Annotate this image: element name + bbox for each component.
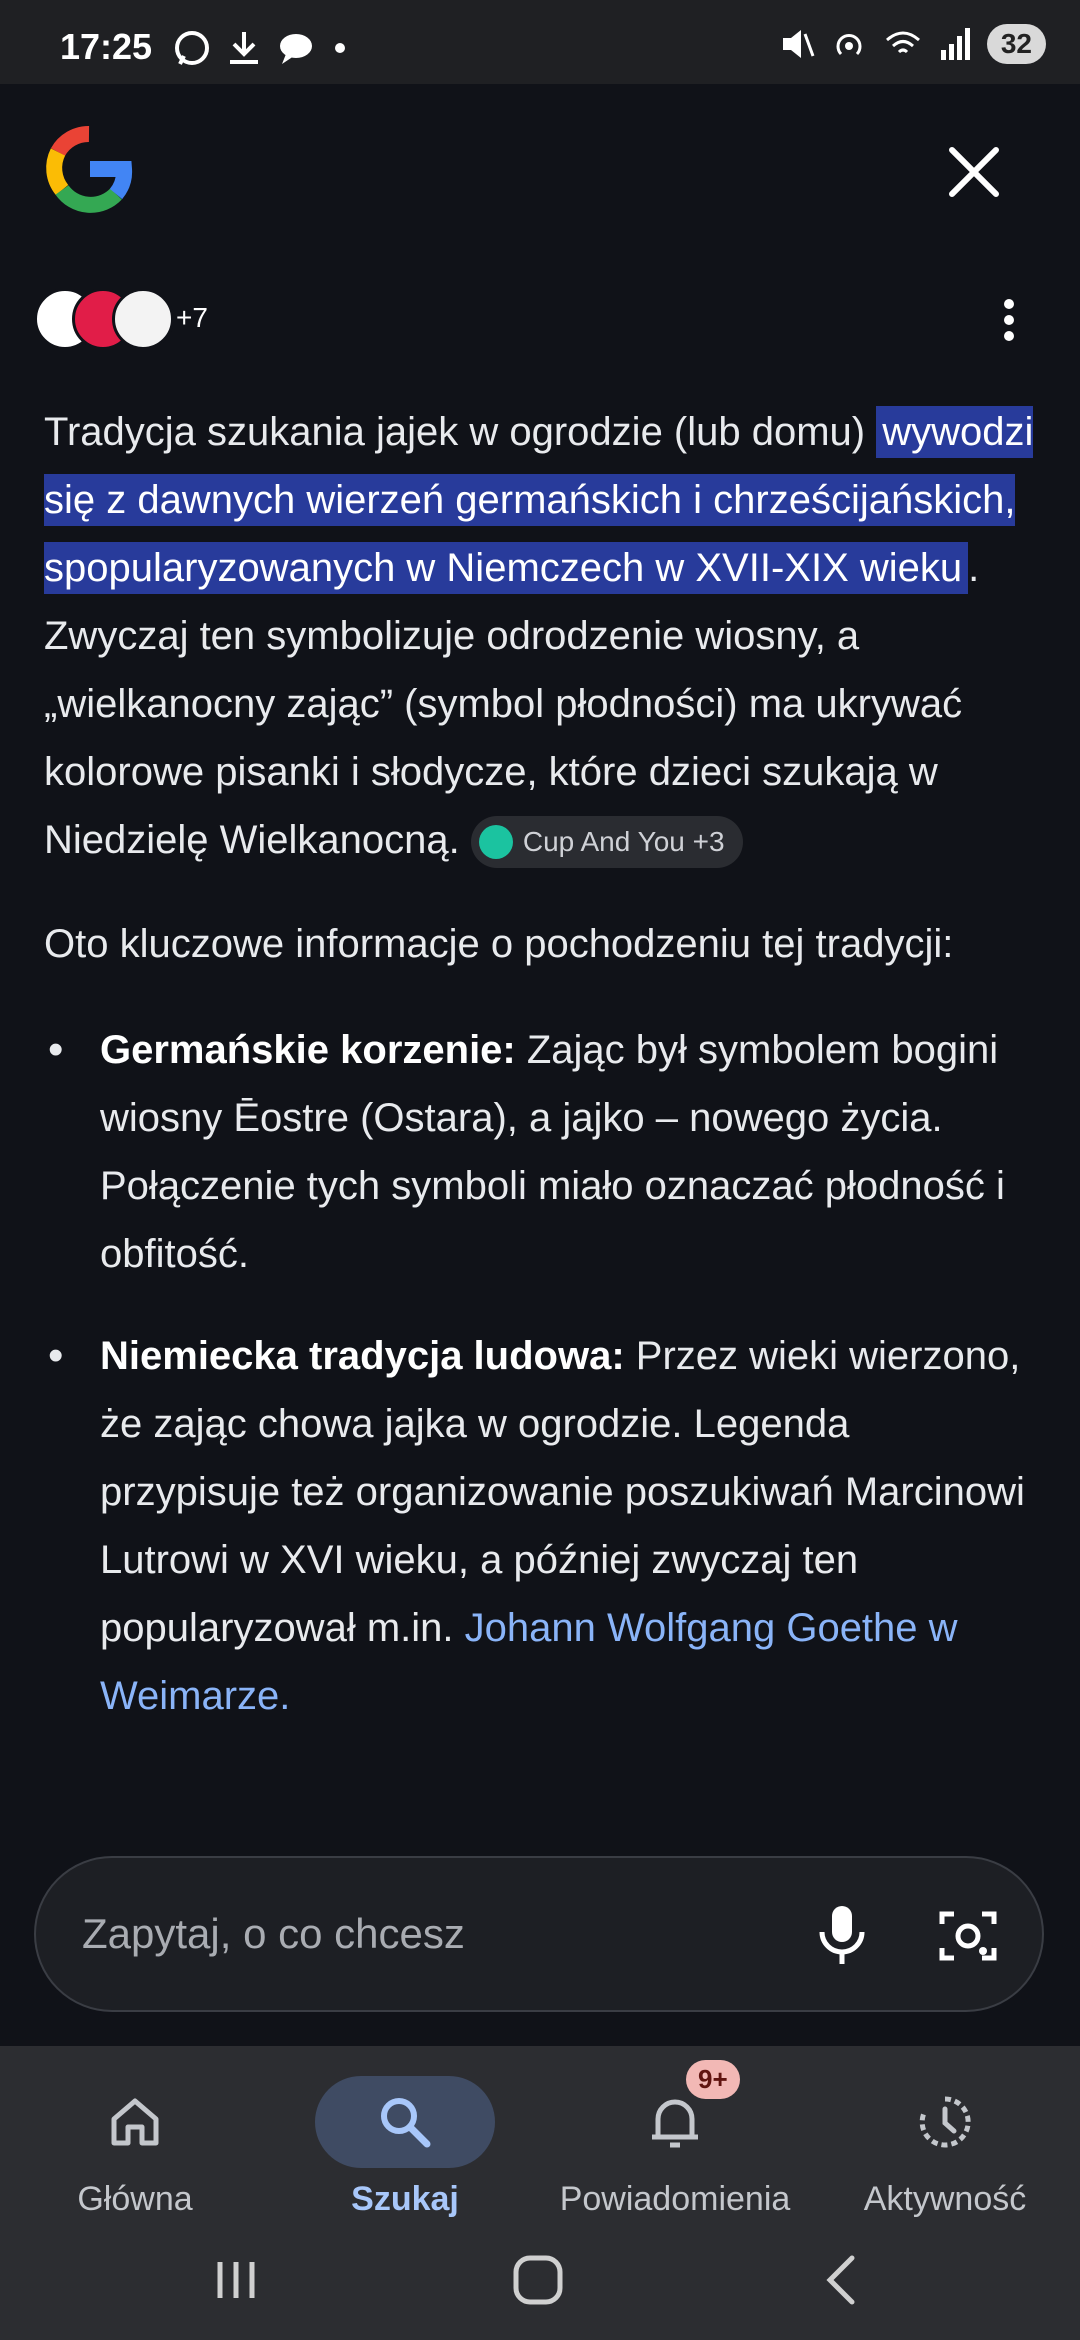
- bottom-navigation: [0, 2046, 1080, 2340]
- list-item-title: Niemiecka tradycja ludowa:: [100, 1334, 625, 1378]
- whatsapp-icon: [172, 28, 212, 68]
- chat-icon: [276, 28, 316, 68]
- wifi-icon: [883, 26, 923, 62]
- bell-icon: [648, 2093, 702, 2151]
- ai-answer: [44, 398, 1034, 1764]
- microphone-icon[interactable]: [812, 1902, 872, 1968]
- source-chip-label: Cup And You +3: [522, 826, 725, 858]
- status-right: [779, 24, 1046, 64]
- answer-paragraph: Oto kluczowe informacje o pochodzeniu tej tradycji:: [44, 922, 954, 966]
- home-button-icon[interactable]: [508, 2250, 568, 2310]
- notifications-badge: 9+: [686, 2060, 740, 2099]
- search-placeholder: Zapytaj, o co chcesz: [82, 1910, 465, 1957]
- notification-icons: [172, 28, 350, 68]
- system-navigation: [0, 2216, 1080, 2340]
- source-chip[interactable]: [471, 816, 743, 868]
- google-logo-icon: [44, 124, 134, 214]
- recents-icon[interactable]: [206, 2250, 266, 2310]
- nav-notifications-label: Powiadomienia: [559, 2180, 791, 2218]
- more-vert-icon[interactable]: [996, 296, 1022, 344]
- list-item: [44, 1016, 1034, 1288]
- list-item-text: Zając był symbolem bogini wiosny Ēostre (Ostara), a jajko – nowego życia. Połączenie tych symboli miało oznaczać płodność i obfitość.: [100, 1028, 1005, 1276]
- battery-indicator: 32: [987, 24, 1046, 64]
- source-avatar: [112, 288, 174, 350]
- close-icon[interactable]: [944, 142, 1004, 202]
- answer-link[interactable]: Johann Wolfgang Goethe w Weimarze.: [100, 1606, 958, 1718]
- key-points-list: [44, 1016, 1034, 1730]
- list-item-text: Przez wieki wierzono, że zając chowa jajka w ogrodzie. Legenda przypisuje też organizowanie poszukiwań Marcinowi Lutrowi w XVI wieku, a później zwyczaj ten popularyzował m.in.: [100, 1334, 1025, 1650]
- answer-paragraph: [44, 398, 1034, 874]
- hotspot-icon: [831, 26, 867, 62]
- nav-activity-label: Aktywność: [863, 2180, 1027, 2218]
- source-favicon-icon: [479, 825, 513, 859]
- mute-icon: [779, 26, 815, 62]
- nav-search-label: Szukaj: [351, 2180, 459, 2218]
- search-input[interactable]: [34, 1856, 1044, 2012]
- list-item: [44, 1322, 1034, 1730]
- download-icon: [226, 28, 262, 68]
- back-icon[interactable]: [812, 2250, 872, 2310]
- source-avatars[interactable]: [34, 288, 194, 348]
- highlighted-text[interactable]: wywodzi się z dawnych wierzeń germańskich i chrześcijańskich, spopularyzowanych w Niemczech w XVII-XIX wieku: [44, 406, 1033, 594]
- signal-icon: [939, 26, 971, 62]
- list-item-title: Germańskie korzenie:: [100, 1028, 516, 1072]
- answer-text: Tradycja szukania jajek w ogrodzie (lub domu): [44, 410, 866, 454]
- search-icon: [377, 2094, 433, 2150]
- lens-camera-icon[interactable]: [936, 1904, 1000, 1968]
- nav-home-label: Główna: [77, 2180, 193, 2218]
- activity-history-icon: [916, 2093, 974, 2151]
- status-bar: [0, 0, 1080, 84]
- status-time: 17:25: [60, 26, 153, 67]
- home-icon: [108, 2095, 162, 2149]
- sources-more-count[interactable]: +7: [176, 302, 208, 333]
- answer-text: . Zwyczaj ten symbolizuje odrodzenie wiosny, a „wielkanocny zając” (symbol płodności) ma ukrywać kolorowe pisanki i słodycze, które dzieci szukają w Niedzielę Wielkanocną.: [44, 546, 980, 862]
- dot-icon: [330, 28, 350, 68]
